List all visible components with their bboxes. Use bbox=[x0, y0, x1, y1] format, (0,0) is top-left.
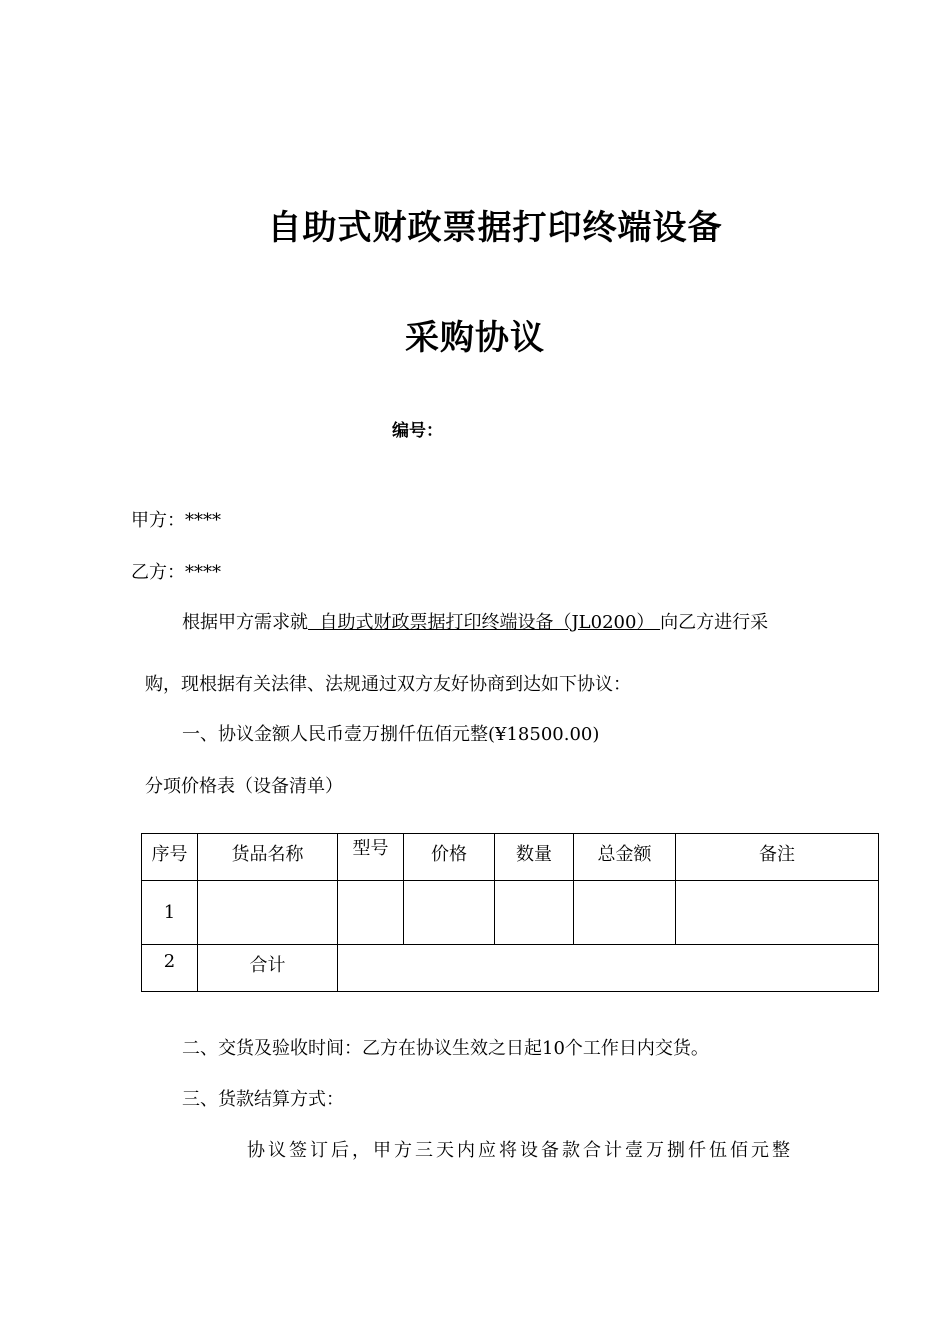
table-cell bbox=[404, 881, 495, 945]
party-b: 乙方：**** bbox=[131, 562, 221, 583]
table-row bbox=[142, 881, 879, 945]
price-table bbox=[141, 833, 879, 992]
paragraph-intro bbox=[182, 608, 768, 634]
table-caption: 分项价格表（设备清单） bbox=[145, 776, 343, 797]
intro-prefix: 根据甲方需求就 bbox=[182, 612, 308, 633]
intro-suffix: 向乙方进行采 bbox=[660, 612, 769, 633]
header-cell-quantity: 数量 bbox=[495, 834, 574, 881]
table-cell bbox=[495, 881, 574, 945]
table-total-row bbox=[142, 945, 879, 992]
clause-1-amount: 一、协议金额人民币壹万捌仟伍佰元整(¥18500.00) bbox=[182, 724, 600, 745]
total-label: 合计 bbox=[198, 945, 338, 992]
table-cell: 2 bbox=[142, 945, 198, 992]
party-a: 甲方：**** bbox=[131, 510, 221, 531]
document-title: 自助式财政票据打印终端设备 bbox=[267, 208, 723, 248]
header-cell-remarks: 备注 bbox=[676, 834, 879, 881]
table-header-row bbox=[142, 834, 879, 881]
table-cell bbox=[676, 881, 879, 945]
intro-product-name: 自助式财政票据打印终端设备（JL0200） bbox=[308, 612, 661, 633]
clause-3-payment-text: 协议签订后，甲方三天内应将设备款合计壹万捌仟伍佰元整 bbox=[247, 1140, 793, 1161]
header-cell-total: 总金额 bbox=[574, 834, 676, 881]
paragraph-intro-continued: 购，现根据有关法律、法规通过双方友好协商到达如下协议： bbox=[145, 674, 631, 695]
header-cell-no: 序号 bbox=[142, 834, 198, 881]
clause-3-payment: 三、货款结算方式： bbox=[182, 1089, 344, 1110]
document-subtitle: 采购协议 bbox=[405, 318, 545, 358]
table-cell bbox=[198, 881, 338, 945]
header-cell-price: 价格 bbox=[404, 834, 495, 881]
header-cell-model: 型号 bbox=[338, 834, 404, 881]
clause-2-delivery: 二、交货及验收时间：乙方在协议生效之日起10个工作日内交货。 bbox=[182, 1038, 709, 1059]
header-cell-name: 货品名称 bbox=[198, 834, 338, 881]
table-cell bbox=[574, 881, 676, 945]
contract-number-label: 编号： bbox=[392, 421, 443, 441]
table-cell: 1 bbox=[142, 881, 198, 945]
table-cell bbox=[338, 881, 404, 945]
total-value-cell bbox=[338, 945, 879, 992]
